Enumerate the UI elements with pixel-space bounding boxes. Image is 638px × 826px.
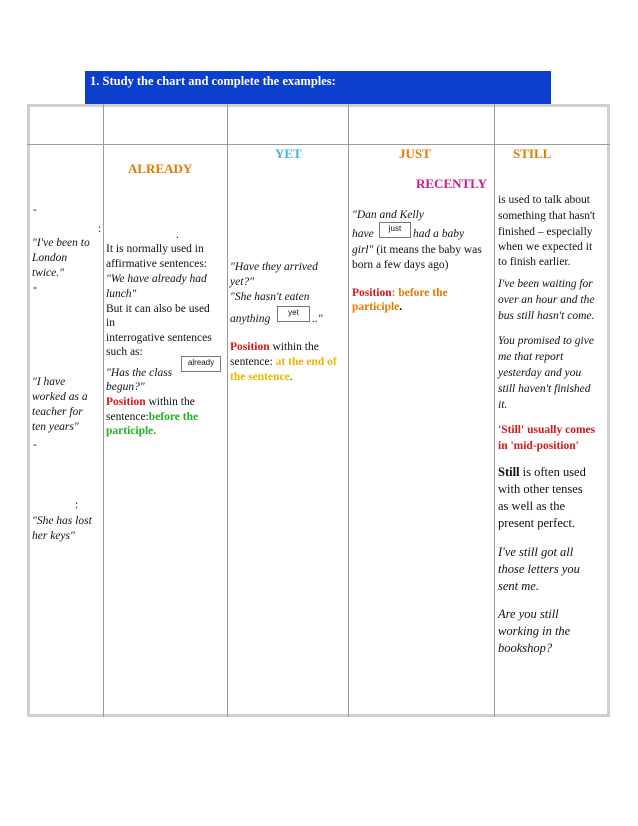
example-line: worked as a: [32, 391, 88, 403]
still-example: bus still hasn't come.: [498, 310, 595, 322]
yet-position-line: the sentence.: [230, 371, 293, 383]
already-line: "We have already had: [106, 273, 207, 285]
yet-position-line: sentence: at the end of: [230, 356, 337, 368]
still-mid-position: in 'mid-position': [498, 440, 579, 452]
example-line: "I've been to: [32, 237, 90, 249]
example-line: London: [32, 252, 68, 264]
yet-line: ..": [312, 313, 323, 325]
already-line: lunch": [106, 288, 137, 300]
still-line: finished – especially: [498, 226, 593, 238]
example-line: ten years": [32, 421, 79, 433]
still-other: present perfect.: [498, 516, 576, 530]
still-example: over an hour and the: [498, 294, 595, 306]
example-line: teacher for: [32, 406, 83, 418]
example-line: her keys": [32, 530, 75, 542]
table-col-divider: [227, 104, 228, 717]
colon: :: [75, 499, 79, 511]
already-position-line: sentence:before the: [106, 411, 199, 423]
already-word-box: already: [181, 356, 221, 372]
already-line: such as:: [106, 346, 143, 358]
already-position: Position within the: [106, 396, 195, 408]
table-col-divider: [348, 104, 349, 717]
header-recently: RECENTLY: [416, 176, 488, 191]
still-line: when we expected it: [498, 241, 593, 253]
just-position-line: participle.: [352, 301, 403, 313]
yet-line: anything: [230, 313, 271, 325]
colon: :: [98, 223, 102, 235]
still-other: Still is often used: [498, 465, 586, 479]
still-example: those letters you: [498, 562, 580, 576]
header-just: JUST: [399, 146, 431, 161]
header-yet: YET: [275, 146, 302, 161]
header-still: STILL: [513, 146, 552, 161]
still-line: is used to talk about: [498, 194, 590, 206]
table-col-divider: [103, 104, 104, 717]
dot: .: [176, 229, 179, 241]
still-other: with other tenses: [498, 482, 583, 496]
example-line: "I have: [32, 376, 66, 388]
already-position-line: participle.: [106, 425, 157, 437]
still-example: me that report: [498, 351, 564, 363]
already-line: in: [106, 317, 115, 329]
table-col-divider: [494, 104, 495, 717]
dash: -: [33, 282, 37, 294]
just-line: had a baby: [413, 228, 465, 240]
header-already: ALREADY: [128, 161, 193, 176]
still-example: Are you still: [498, 607, 559, 621]
already-line: affirmative sentences:: [106, 258, 208, 270]
still-example: yesterday and you: [498, 367, 582, 379]
just-word-box: just: [379, 222, 411, 238]
dash: -: [33, 439, 37, 451]
still-example: bookshop?: [498, 641, 553, 655]
yet-line: yet?": [230, 276, 254, 288]
still-example: I've still got all: [498, 545, 574, 559]
table-row-divider: [27, 144, 610, 145]
yet-line: "Have they arrived: [230, 261, 318, 273]
still-example: it.: [498, 399, 508, 411]
yet-position: Position within the: [230, 341, 319, 353]
yet-word-box: yet: [277, 306, 310, 322]
just-position: Position: before the: [352, 287, 448, 299]
exercise-title: 1. Study the chart and complete the examples:: [90, 74, 336, 88]
still-example: sent me.: [498, 579, 539, 593]
yet-line: "She hasn't eaten: [230, 291, 310, 303]
example-line: "She has lost: [32, 515, 92, 527]
still-line: to finish earlier.: [498, 256, 571, 268]
exercise-banner: [85, 71, 551, 105]
still-example: still haven't finished: [498, 383, 591, 395]
still-line: something that hasn't: [498, 210, 596, 222]
just-line: "Dan and Kelly: [352, 209, 424, 221]
just-line: have: [352, 228, 374, 240]
still-example: I've been waiting for: [498, 278, 593, 290]
still-example: You promised to give: [498, 335, 594, 347]
already-line: It is normally used in: [106, 243, 204, 255]
just-line: born a few days ago): [352, 259, 449, 271]
still-other: as well as the: [498, 499, 565, 513]
already-line: But it can also be used: [106, 303, 210, 315]
just-line: girl" (it means the baby was: [352, 244, 482, 256]
already-question: begun?": [106, 381, 145, 393]
already-question: "Has the class: [106, 367, 173, 379]
still-mid-position: 'Still' usually comes: [498, 424, 596, 436]
dash: -: [33, 204, 37, 216]
already-line: interrogative sentences: [106, 332, 212, 344]
still-example: working in the: [498, 624, 571, 638]
example-line: twice.": [32, 267, 64, 279]
